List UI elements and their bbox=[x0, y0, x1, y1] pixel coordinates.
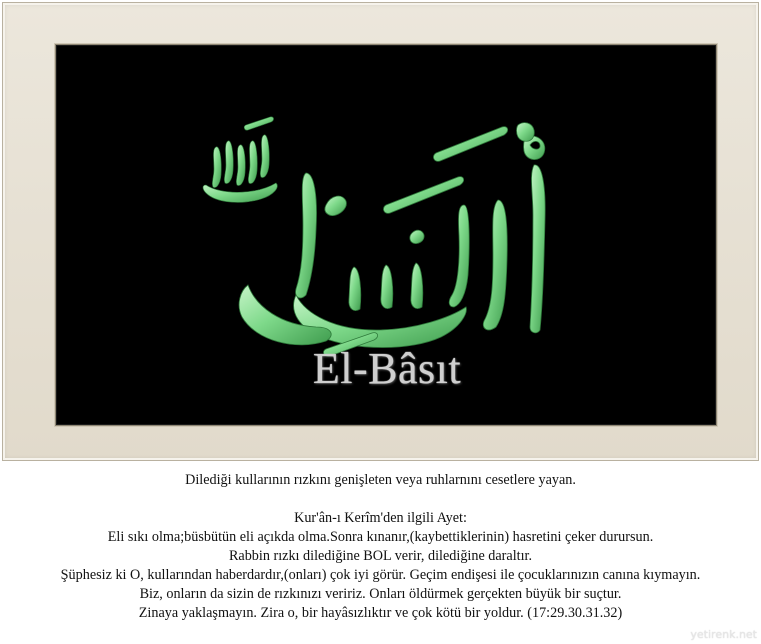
watermark-text: yetirenk.net bbox=[690, 628, 757, 641]
caption-gap bbox=[0, 490, 761, 509]
arabic-small-jalla-jalaluh bbox=[203, 117, 277, 203]
caption-meaning: Dilediği kullarının rızkını genişleten veya ruhlarnını cesetlere yayan. bbox=[185, 472, 576, 488]
caption-line: Rabbin rızkı dilediğine BOL verir, dilediğine daraltır. bbox=[228, 548, 533, 564]
caption-block bbox=[0, 471, 761, 623]
caption-line: Şüphesiz ki O, kullarından haberdardır,(onları) çok iyi görür. Geçim endişesi ile çocuklarınızın canına kıymayın. bbox=[60, 567, 701, 583]
latin-name-el-basit: El-Bâsıt bbox=[312, 344, 462, 393]
calligraphy-panel bbox=[55, 44, 717, 426]
picture-frame bbox=[2, 2, 759, 461]
caption-ayet-heading: Kur'ân-ı Kerîm'den ilgili Ayet: bbox=[294, 510, 467, 526]
arabic-calligraphy-basit bbox=[239, 123, 545, 357]
caption-line: Biz, onların da sizin de rızkınızı veririz. Onları öldürmek gerçekten büyük bir suçtur. bbox=[139, 586, 622, 602]
caption-line: Eli sıkı olma;büsbütün eli açıkda olma.Sonra kınanır,(kaybettiklerinin) hasretini çeker durursun. bbox=[107, 529, 654, 545]
caption-line: Zinaya yaklaşmayın. Zira o, bir hayâsızlıktır ve çok kötü bir yoldur. (17:29.30.31.32) bbox=[138, 605, 623, 621]
